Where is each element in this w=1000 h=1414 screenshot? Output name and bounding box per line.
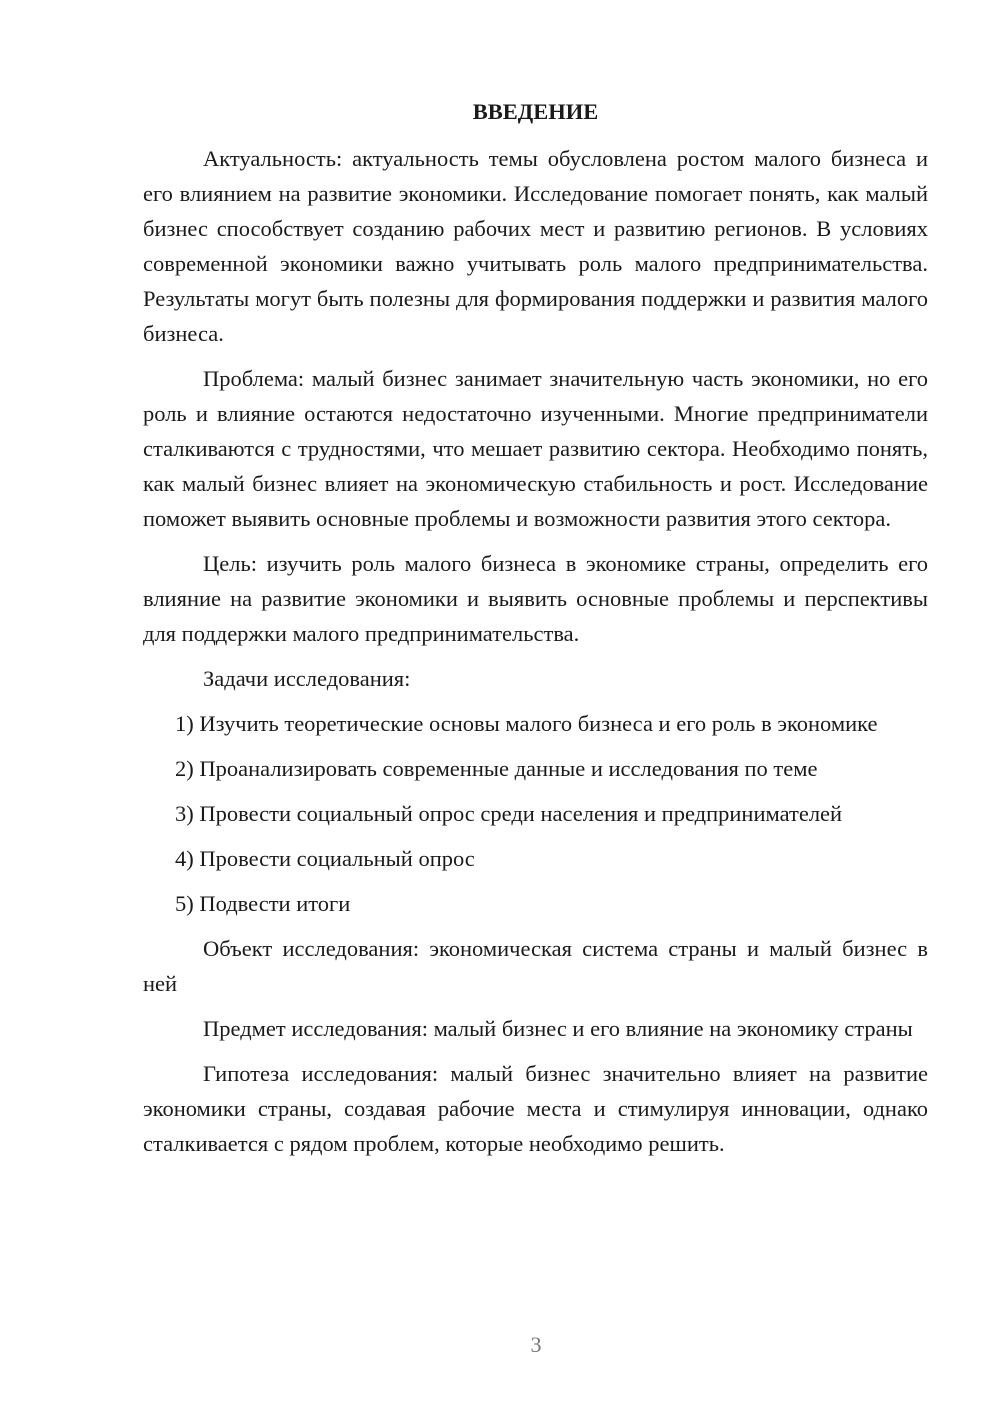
tasks-list xyxy=(143,706,928,921)
task-item: 2) Проанализировать современные данные и исследования по теме xyxy=(175,756,818,781)
task-item: 1) Изучить теоретические основы малого бизнеса и его роль в экономике xyxy=(175,711,878,736)
paragraph-hypothesis: Гипотеза исследования: малый бизнес значительно влияет на развитие экономики страны, создавая рабочие места и стимулируя инновации, однако сталкивается с рядом проблем, которые необходимо решить. xyxy=(143,1061,928,1156)
paragraph-goal: Цель: изучить роль малого бизнеса в экономике страны, определить его влияние на развитие экономики и выявить основные проблемы и перспективы для поддержки малого предпринимательства. xyxy=(143,551,928,646)
task-item: 3) Провести социальный опрос среди населения и предпринимателей xyxy=(175,801,843,826)
document-page xyxy=(143,94,928,1161)
task-item: 4) Провести социальный опрос xyxy=(175,846,475,871)
task-item: 5) Подвести итоги xyxy=(175,891,351,916)
paragraph-object: Объект исследования: экономическая система страны и малый бизнес в ней xyxy=(143,936,928,996)
page-number: 3 xyxy=(530,1332,542,1357)
paragraph-problem: Проблема: малый бизнес занимает значительную часть экономики, но его роль и влияние остаются недостаточно изученными. Многие предприниматели сталкиваются с трудностями, что мешает развитию сектора. Необходимо понять, как малый бизнес влияет на экономическую стабильность и рост. Исследование поможет выявить основные проблемы и возможности развития этого сектора. xyxy=(143,366,928,531)
paragraph-subject: Предмет исследования: малый бизнес и его влияние на экономику страны xyxy=(203,1016,913,1041)
paragraph-relevance: Актуальность: актуальность темы обусловлена ростом малого бизнеса и его влиянием на развитие экономики. Исследование помогает понять, как малый бизнес способствует созданию рабочих мест и развитию регионов. В условиях современной экономики важно учитывать роль малого предпринимательства. Результаты могут быть полезны для формирования поддержки и развития малого бизнеса. xyxy=(143,146,928,346)
section-title: ВВЕДЕНИЕ xyxy=(472,99,599,124)
tasks-header: Задачи исследования: xyxy=(203,666,411,691)
